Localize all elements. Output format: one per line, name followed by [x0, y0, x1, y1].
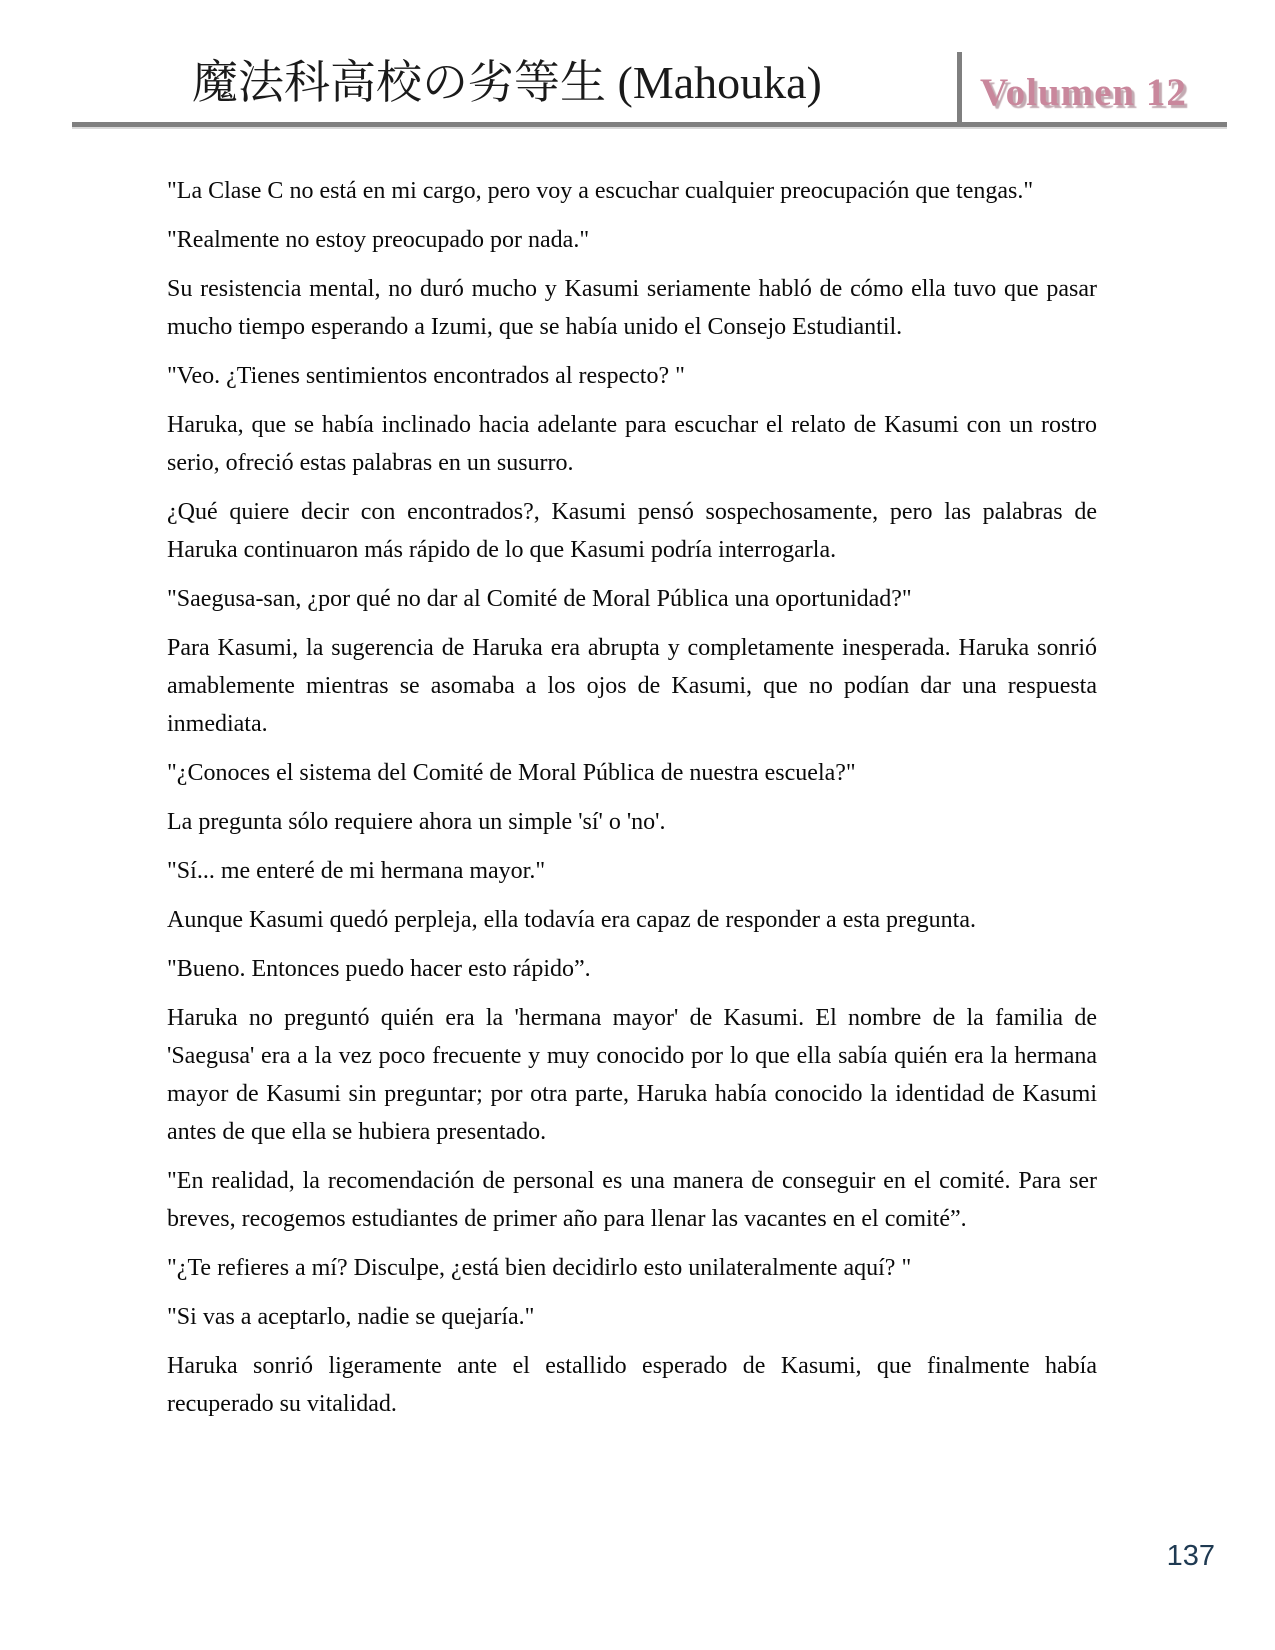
paragraph: La pregunta sólo requiere ahora un simple 'sí' o 'no'.: [167, 809, 666, 835]
page-header: [72, 0, 1227, 127]
paragraph: "Sí... me enteré de mi hermana mayor.": [167, 858, 546, 884]
paragraph: "Realmente no estoy preocupado por nada.": [167, 227, 590, 253]
paragraph: ¿Qué quiere decir con encontrados?, Kasumi pensó sospechosamente, pero las palabras de Haruka continuaron más rápido de lo que Kasumi podría interrogarla.: [167, 499, 1097, 563]
paragraph: Haruka sonrió ligeramente ante el estallido esperado de Kasumi, que finalmente había recuperado su vitalidad.: [167, 1353, 1097, 1417]
paragraph: "La Clase C no está en mi cargo, pero voy a escuchar cualquier preocupación que tengas.": [167, 178, 1034, 204]
paragraph: Aunque Kasumi quedó perpleja, ella todavía era capaz de responder a esta pregunta.: [167, 907, 976, 933]
volume-label: Volumen 12: [980, 71, 1187, 115]
paragraph: "En realidad, la recomendación de personal es una manera de conseguir en el comité. Para ser breves, recogemos estudiantes de primer año para llenar las vacantes en el comité”.: [167, 1168, 1097, 1232]
paragraph: Para Kasumi, la sugerencia de Haruka era abrupta y completamente inesperada. Haruka sonrió amablemente mientras se asomaba a los ojos de Kasumi, que no podían dar una respuesta inmediata.: [167, 635, 1097, 737]
paragraph: "Si vas a aceptarlo, nadie se quejaría.": [167, 1304, 535, 1330]
paragraph: Haruka, que se había inclinado hacia adelante para escuchar el relato de Kasumi con un rostro serio, ofreció estas palabras en un susurro.: [167, 412, 1097, 476]
page-number: 137: [1166, 1540, 1215, 1572]
paragraph: "Saegusa-san, ¿por qué no dar al Comité de Moral Pública una oportunidad?": [167, 586, 912, 612]
paragraph: "¿Te refieres a mí? Disculpe, ¿está bien decidirlo esto unilateralmente aquí? ": [167, 1255, 912, 1281]
paragraph: Haruka no preguntó quién era la 'hermana mayor' de Kasumi. El nombre de la familia de 'Saegusa' era a la vez poco frecuente y muy conocido por lo que ella sabía quién era la hermana mayor de Kasumi sin preguntar; por otra parte, Haruka había conocido la identidad de Kasumi antes de que ella se hubiera presentado.: [167, 1005, 1097, 1145]
paragraph: "Veo. ¿Tienes sentimientos encontrados al respecto? ": [167, 363, 685, 389]
paragraph: Su resistencia mental, no duró mucho y Kasumi seriamente habló de cómo ella tuvo que pasar mucho tiempo esperando a Izumi, que se había unido el Consejo Estudiantil.: [167, 276, 1097, 340]
paragraph: "¿Conoces el sistema del Comité de Moral Pública de nuestra escuela?": [167, 760, 856, 786]
body-text: [167, 172, 1097, 1423]
paragraph: "Bueno. Entonces puedo hacer esto rápido”.: [167, 956, 591, 982]
header-divider: [957, 52, 1227, 122]
document-title: 魔法科高校の劣等生 (Mahouka): [192, 57, 822, 108]
header-rule: [72, 52, 1227, 127]
